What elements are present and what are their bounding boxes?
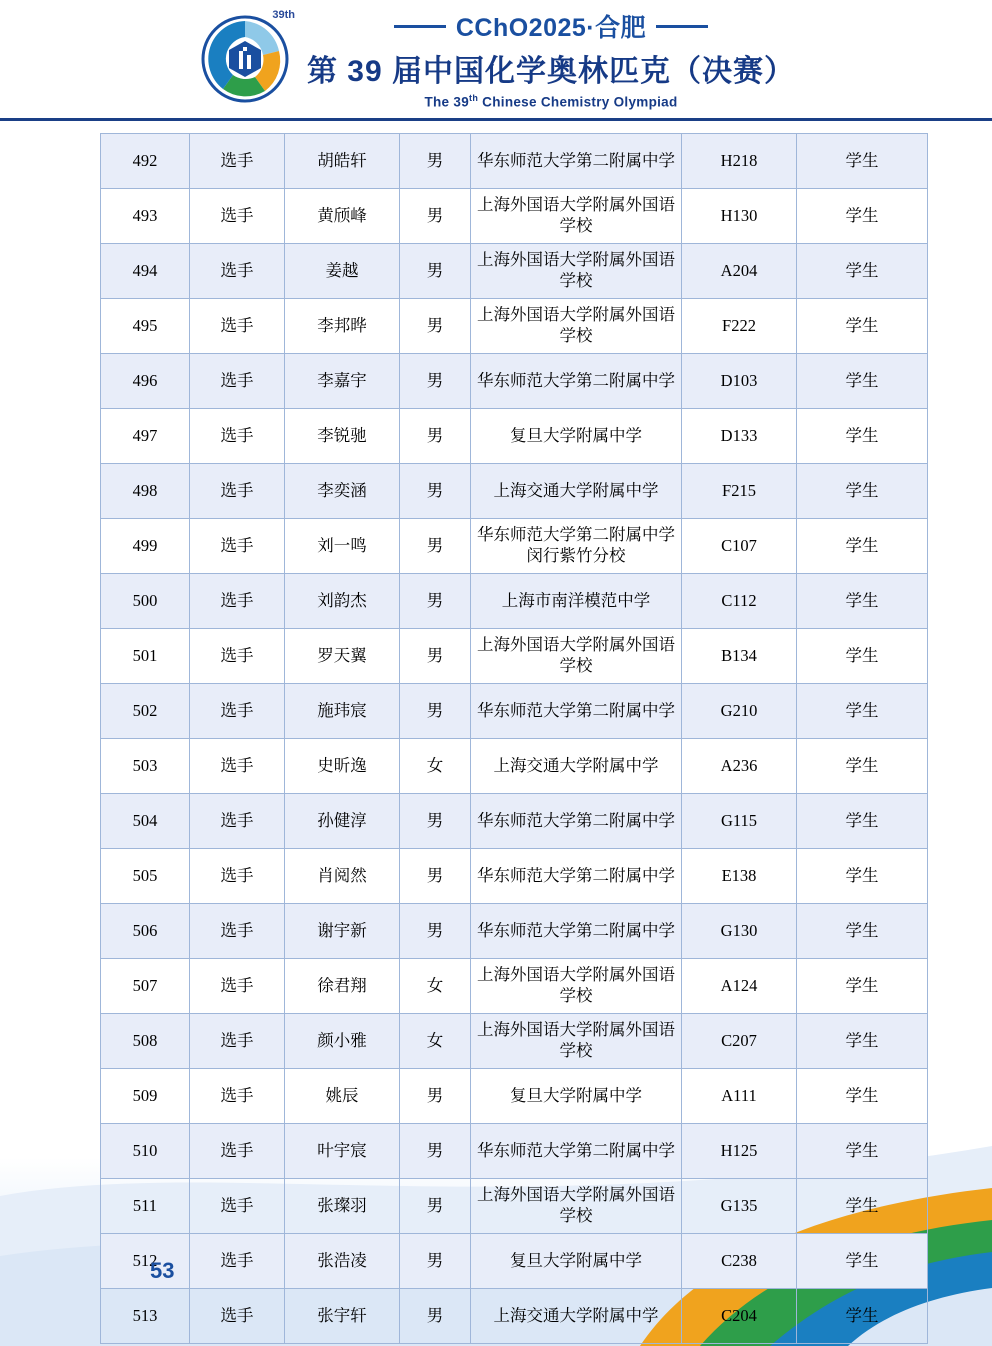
participant-role: 选手 bbox=[190, 519, 285, 574]
participant-type: 学生 bbox=[797, 464, 928, 519]
participant-type: 学生 bbox=[797, 1234, 928, 1289]
participant-name: 史昕逸 bbox=[285, 739, 400, 794]
participant-name: 谢宇新 bbox=[285, 904, 400, 959]
participant-name: 李嘉宇 bbox=[285, 354, 400, 409]
table-row bbox=[101, 1179, 928, 1234]
participant-number: 501 bbox=[101, 629, 190, 684]
participant-table-body bbox=[101, 134, 928, 1344]
participant-school: 华东师范大学第二附属中学闵行紫竹分校 bbox=[471, 519, 682, 574]
participant-room: C204 bbox=[682, 1289, 797, 1344]
participant-name: 刘韵杰 bbox=[285, 574, 400, 629]
participant-school: 华东师范大学第二附属中学 bbox=[471, 354, 682, 409]
table-row bbox=[101, 794, 928, 849]
participant-gender: 男 bbox=[400, 1179, 471, 1234]
participant-school: 上海交通大学附属中学 bbox=[471, 739, 682, 794]
participant-name: 姚辰 bbox=[285, 1069, 400, 1124]
participant-room: A124 bbox=[682, 959, 797, 1014]
participant-type: 学生 bbox=[797, 904, 928, 959]
participant-name: 施玮宸 bbox=[285, 684, 400, 739]
participant-number: 508 bbox=[101, 1014, 190, 1069]
participant-room: H130 bbox=[682, 189, 797, 244]
participant-room: H218 bbox=[682, 134, 797, 189]
participant-type: 学生 bbox=[797, 134, 928, 189]
participant-name: 姜越 bbox=[285, 244, 400, 299]
title-en-superscript: th bbox=[469, 93, 479, 104]
participant-role: 选手 bbox=[190, 904, 285, 959]
participant-type: 学生 bbox=[797, 629, 928, 684]
participant-gender: 女 bbox=[400, 959, 471, 1014]
participant-school: 华东师范大学第二附属中学 bbox=[471, 1124, 682, 1179]
participant-number: 507 bbox=[101, 959, 190, 1014]
participant-name: 张宇轩 bbox=[285, 1289, 400, 1344]
participant-type: 学生 bbox=[797, 794, 928, 849]
participant-school: 复旦大学附属中学 bbox=[471, 409, 682, 464]
participant-name: 李奕涵 bbox=[285, 464, 400, 519]
participant-role: 选手 bbox=[190, 1069, 285, 1124]
participant-room: F222 bbox=[682, 299, 797, 354]
participant-number: 503 bbox=[101, 739, 190, 794]
participant-number: 493 bbox=[101, 189, 190, 244]
participant-role: 选手 bbox=[190, 629, 285, 684]
participant-room: C107 bbox=[682, 519, 797, 574]
table-row bbox=[101, 189, 928, 244]
participant-gender: 男 bbox=[400, 1069, 471, 1124]
participant-role: 选手 bbox=[190, 1179, 285, 1234]
participant-type: 学生 bbox=[797, 959, 928, 1014]
table-row bbox=[101, 244, 928, 299]
participant-gender: 男 bbox=[400, 244, 471, 299]
participant-school: 华东师范大学第二附属中学 bbox=[471, 849, 682, 904]
table-row bbox=[101, 299, 928, 354]
event-name: CChO2025·合肥 bbox=[455, 14, 647, 43]
participant-room: E138 bbox=[682, 849, 797, 904]
participant-type: 学生 bbox=[797, 1124, 928, 1179]
table-row bbox=[101, 849, 928, 904]
participant-room: C112 bbox=[682, 574, 797, 629]
participant-role: 选手 bbox=[190, 684, 285, 739]
participant-school: 上海外国语大学附属外国语学校 bbox=[471, 244, 682, 299]
participant-number: 495 bbox=[101, 299, 190, 354]
participant-room: B134 bbox=[682, 629, 797, 684]
participant-school: 上海市南洋模范中学 bbox=[471, 574, 682, 629]
participant-gender: 男 bbox=[400, 1289, 471, 1344]
participant-room: D133 bbox=[682, 409, 797, 464]
participant-role: 选手 bbox=[190, 574, 285, 629]
participant-name: 孙健淳 bbox=[285, 794, 400, 849]
header-divider bbox=[0, 118, 992, 121]
participant-school: 华东师范大学第二附属中学 bbox=[471, 684, 682, 739]
participant-number: 502 bbox=[101, 684, 190, 739]
participant-type: 学生 bbox=[797, 244, 928, 299]
participant-type: 学生 bbox=[797, 1179, 928, 1234]
participant-room: H125 bbox=[682, 1124, 797, 1179]
participant-name: 肖阅然 bbox=[285, 849, 400, 904]
participant-school: 华东师范大学第二附属中学 bbox=[471, 794, 682, 849]
table-row bbox=[101, 684, 928, 739]
table-row bbox=[101, 1234, 928, 1289]
participant-gender: 男 bbox=[400, 354, 471, 409]
participant-gender: 男 bbox=[400, 1124, 471, 1179]
participant-type: 学生 bbox=[797, 739, 928, 794]
participant-gender: 女 bbox=[400, 739, 471, 794]
participant-school: 复旦大学附属中学 bbox=[471, 1234, 682, 1289]
participant-type: 学生 bbox=[797, 299, 928, 354]
participant-room: D103 bbox=[682, 354, 797, 409]
participant-school: 上海外国语大学附属外国语学校 bbox=[471, 629, 682, 684]
participant-name: 张浩凌 bbox=[285, 1234, 400, 1289]
participant-role: 选手 bbox=[190, 849, 285, 904]
table-row bbox=[101, 354, 928, 409]
participant-table-container bbox=[100, 133, 892, 1344]
table-row bbox=[101, 574, 928, 629]
participant-school: 上海外国语大学附属外国语学校 bbox=[471, 959, 682, 1014]
header-title-block bbox=[307, 8, 795, 110]
rule-right bbox=[656, 25, 708, 28]
participant-school: 上海交通大学附属中学 bbox=[471, 464, 682, 519]
participant-gender: 男 bbox=[400, 1234, 471, 1289]
participant-role: 选手 bbox=[190, 1124, 285, 1179]
participant-gender: 男 bbox=[400, 299, 471, 354]
participant-room: G135 bbox=[682, 1179, 797, 1234]
participant-name: 颜小雅 bbox=[285, 1014, 400, 1069]
participant-role: 选手 bbox=[190, 794, 285, 849]
participant-school: 上海外国语大学附属外国语学校 bbox=[471, 1014, 682, 1069]
participant-role: 选手 bbox=[190, 299, 285, 354]
participant-school: 华东师范大学第二附属中学 bbox=[471, 134, 682, 189]
participant-role: 选手 bbox=[190, 134, 285, 189]
participant-room: A204 bbox=[682, 244, 797, 299]
participant-gender: 男 bbox=[400, 134, 471, 189]
participant-number: 499 bbox=[101, 519, 190, 574]
participant-number: 513 bbox=[101, 1289, 190, 1344]
table-row bbox=[101, 1014, 928, 1069]
participant-room: C238 bbox=[682, 1234, 797, 1289]
participant-room: G130 bbox=[682, 904, 797, 959]
table-row bbox=[101, 134, 928, 189]
table-row bbox=[101, 409, 928, 464]
participant-school: 上海交通大学附属中学 bbox=[471, 1289, 682, 1344]
title-en-part2: Chinese Chemistry Olympiad bbox=[478, 94, 678, 110]
table-row bbox=[101, 1124, 928, 1179]
document-title-english bbox=[424, 93, 677, 110]
participant-gender: 男 bbox=[400, 519, 471, 574]
table-row bbox=[101, 959, 928, 1014]
participant-school: 上海外国语大学附属外国语学校 bbox=[471, 1179, 682, 1234]
participant-gender: 男 bbox=[400, 629, 471, 684]
title-en-part1: The 39 bbox=[424, 94, 470, 110]
participant-gender: 女 bbox=[400, 1014, 471, 1069]
participant-role: 选手 bbox=[190, 409, 285, 464]
rule-left bbox=[394, 25, 446, 28]
participant-number: 510 bbox=[101, 1124, 190, 1179]
participant-type: 学生 bbox=[797, 409, 928, 464]
logo-anniversary-label: 39th bbox=[272, 9, 295, 21]
table-row bbox=[101, 519, 928, 574]
participant-role: 选手 bbox=[190, 244, 285, 299]
table-row bbox=[101, 904, 928, 959]
participant-name: 张璨羽 bbox=[285, 1179, 400, 1234]
participant-room: G115 bbox=[682, 794, 797, 849]
participant-gender: 男 bbox=[400, 794, 471, 849]
table-row bbox=[101, 1069, 928, 1124]
participant-role: 选手 bbox=[190, 1234, 285, 1289]
participant-type: 学生 bbox=[797, 574, 928, 629]
participant-role: 选手 bbox=[190, 1289, 285, 1344]
participant-number: 492 bbox=[101, 134, 190, 189]
cchо-logo bbox=[197, 11, 293, 107]
participant-role: 选手 bbox=[190, 1014, 285, 1069]
participant-type: 学生 bbox=[797, 519, 928, 574]
participant-gender: 男 bbox=[400, 574, 471, 629]
participant-room: A111 bbox=[682, 1069, 797, 1124]
participant-number: 505 bbox=[101, 849, 190, 904]
participant-room: C207 bbox=[682, 1014, 797, 1069]
participant-role: 选手 bbox=[190, 959, 285, 1014]
participant-name: 黄颀峰 bbox=[285, 189, 400, 244]
participant-school: 复旦大学附属中学 bbox=[471, 1069, 682, 1124]
table-row bbox=[101, 629, 928, 684]
participant-number: 506 bbox=[101, 904, 190, 959]
participant-role: 选手 bbox=[190, 739, 285, 794]
participant-gender: 男 bbox=[400, 684, 471, 739]
table-row bbox=[101, 1289, 928, 1344]
participant-type: 学生 bbox=[797, 1069, 928, 1124]
participant-number: 500 bbox=[101, 574, 190, 629]
participant-type: 学生 bbox=[797, 354, 928, 409]
participant-name: 叶宇宸 bbox=[285, 1124, 400, 1179]
participant-type: 学生 bbox=[797, 849, 928, 904]
participant-name: 李锐驰 bbox=[285, 409, 400, 464]
participant-room: G210 bbox=[682, 684, 797, 739]
table-row bbox=[101, 464, 928, 519]
participant-role: 选手 bbox=[190, 464, 285, 519]
participant-name: 徐君翔 bbox=[285, 959, 400, 1014]
participant-name: 罗天翼 bbox=[285, 629, 400, 684]
participant-type: 学生 bbox=[797, 1289, 928, 1344]
participant-number: 509 bbox=[101, 1069, 190, 1124]
participant-type: 学生 bbox=[797, 1014, 928, 1069]
participant-number: 497 bbox=[101, 409, 190, 464]
participant-gender: 男 bbox=[400, 849, 471, 904]
participant-number: 511 bbox=[101, 1179, 190, 1234]
participant-room: A236 bbox=[682, 739, 797, 794]
participant-number: 498 bbox=[101, 464, 190, 519]
participant-role: 选手 bbox=[190, 354, 285, 409]
document-title: 第 39 届中国化学奥林匹克（决赛） bbox=[306, 55, 796, 89]
participant-type: 学生 bbox=[797, 684, 928, 739]
document-header bbox=[0, 0, 992, 118]
participant-number: 512 bbox=[101, 1234, 190, 1289]
participant-number: 494 bbox=[101, 244, 190, 299]
participant-name: 胡皓轩 bbox=[285, 134, 400, 189]
participant-type: 学生 bbox=[797, 189, 928, 244]
participant-name: 刘一鸣 bbox=[285, 519, 400, 574]
page-number: 53 bbox=[150, 1258, 175, 1283]
participant-gender: 男 bbox=[400, 464, 471, 519]
olympiad-emblem-icon bbox=[197, 11, 293, 107]
participant-school: 上海外国语大学附属外国语学校 bbox=[471, 299, 682, 354]
participant-gender: 男 bbox=[400, 409, 471, 464]
event-line bbox=[394, 8, 708, 44]
participant-name: 李邦晔 bbox=[285, 299, 400, 354]
participant-school: 上海外国语大学附属外国语学校 bbox=[471, 189, 682, 244]
participant-number: 504 bbox=[101, 794, 190, 849]
participant-table bbox=[100, 133, 928, 1344]
participant-school: 华东师范大学第二附属中学 bbox=[471, 904, 682, 959]
participant-number: 496 bbox=[101, 354, 190, 409]
table-row bbox=[101, 739, 928, 794]
participant-role: 选手 bbox=[190, 189, 285, 244]
participant-gender: 男 bbox=[400, 189, 471, 244]
participant-gender: 男 bbox=[400, 904, 471, 959]
participant-room: F215 bbox=[682, 464, 797, 519]
